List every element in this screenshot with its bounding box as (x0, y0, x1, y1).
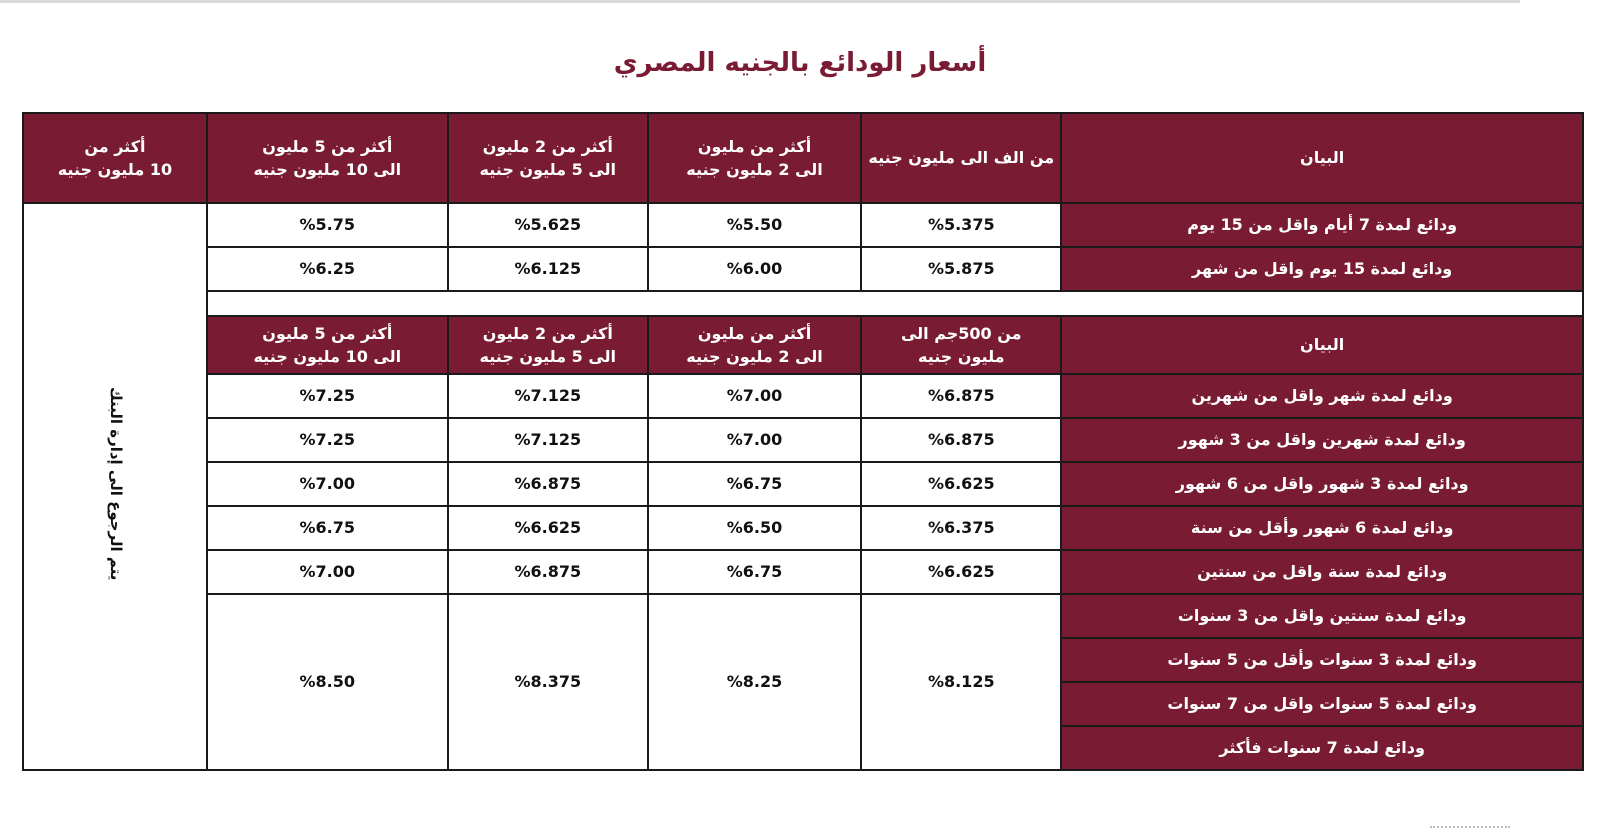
rate-cell: %6.75 (648, 462, 861, 506)
table-row (23, 418, 1583, 462)
table-row (23, 203, 1583, 247)
table2-header-cell: من 500جم الى مليون جنيه (861, 316, 1061, 374)
rate-cell: %6.875 (861, 374, 1061, 418)
rate-cell: %5.50 (648, 203, 861, 247)
table-row (23, 506, 1583, 550)
rate-cell: %7.125 (448, 374, 648, 418)
rate-cell: %7.25 (207, 374, 448, 418)
row-label: ودائع لمدة 5 سنوات واقل من 7 سنوات (1061, 682, 1583, 726)
rate-cell: %6.125 (448, 247, 648, 291)
rate-cell: %7.00 (648, 374, 861, 418)
row-label: ودائع لمدة شهر واقل من شهرين (1061, 374, 1583, 418)
rate-cell: %6.75 (207, 506, 448, 550)
table-row (23, 374, 1583, 418)
bank-management-note-cell (23, 203, 207, 770)
row-label: ودائع لمدة 3 شهور واقل من 6 شهور (1061, 462, 1583, 506)
table1-header-row (23, 113, 1583, 203)
row-label: ودائع لمدة سنتين واقل من 3 سنوات (1061, 594, 1583, 638)
table1-header-cell: أكثر من مليون الى 2 مليون جنيه (648, 113, 861, 203)
rate-cell: %6.625 (861, 550, 1061, 594)
rate-cell: %6.875 (448, 550, 648, 594)
rate-cell: %7.125 (448, 418, 648, 462)
rate-cell: %6.00 (648, 247, 861, 291)
rate-cell: %6.25 (207, 247, 448, 291)
row-label: ودائع لمدة 7 سنوات فأكثر (1061, 726, 1583, 770)
spacer-row (23, 291, 1583, 316)
top-divider (0, 0, 1520, 3)
rate-cell: %6.875 (861, 418, 1061, 462)
rate-cell: %5.75 (207, 203, 448, 247)
rate-cell: %8.50 (207, 594, 448, 770)
rate-cell: %5.375 (861, 203, 1061, 247)
rate-cell: %6.75 (648, 550, 861, 594)
row-label: ودائع لمدة سنة واقل من سنتين (1061, 550, 1583, 594)
rate-cell: %6.875 (448, 462, 648, 506)
row-label: ودائع لمدة 15 يوم واقل من شهر (1061, 247, 1583, 291)
row-label: ودائع لمدة 3 سنوات وأقل من 5 سنوات (1061, 638, 1583, 682)
table2-header-cell: أكثر من 2 مليون الى 5 مليون جنيه (448, 316, 648, 374)
rate-cell: %8.25 (648, 594, 861, 770)
rate-cell: %8.375 (448, 594, 648, 770)
rate-cell: %5.875 (861, 247, 1061, 291)
deposit-rates-table (22, 112, 1584, 771)
rate-cell: %6.375 (861, 506, 1061, 550)
rate-cell: %7.00 (207, 462, 448, 506)
table-row (23, 247, 1583, 291)
rate-cell: %5.625 (448, 203, 648, 247)
page-title: أسعار الودائع بالجنيه المصري (613, 48, 987, 78)
table1-header-cell: البيان (1061, 113, 1583, 203)
table1-header-cell: أكثر من 2 مليون الى 5 مليون جنيه (448, 113, 648, 203)
table1-header-cell: من الف الى مليون جنيه (861, 113, 1061, 203)
table2-header-row (23, 316, 1583, 374)
table2-header-cell: البيان (1061, 316, 1583, 374)
bank-management-note: يتم الرجوع الى إدارة البنك (106, 386, 125, 581)
table1-header-cell: أكثر من 5 مليون الى 10 مليون جنيه (207, 113, 448, 203)
table2-header-cell: أكثر من 5 مليون الى 10 مليون جنيه (207, 316, 448, 374)
row-label: ودائع لمدة 7 أيام واقل من 15 يوم (1061, 203, 1583, 247)
rate-cell: %6.50 (648, 506, 861, 550)
rate-cell: %7.00 (207, 550, 448, 594)
table-row (23, 594, 1583, 638)
table-row (23, 462, 1583, 506)
table2-header-cell: أكثر من مليون الى 2 مليون جنيه (648, 316, 861, 374)
table1-header-cell: أكثر من 10 مليون جنيه (23, 113, 207, 203)
row-label: ودائع لمدة شهرين واقل من 3 شهور (1061, 418, 1583, 462)
row-label: ودائع لمدة 6 شهور وأقل من سنة (1061, 506, 1583, 550)
rate-cell: %8.125 (861, 594, 1061, 770)
rate-cell: %6.625 (861, 462, 1061, 506)
rate-cell: %7.00 (648, 418, 861, 462)
footer-mark (1430, 826, 1510, 832)
table-row (23, 550, 1583, 594)
rate-cell: %7.25 (207, 418, 448, 462)
rate-cell: %6.625 (448, 506, 648, 550)
spacer-cell (207, 291, 1583, 316)
